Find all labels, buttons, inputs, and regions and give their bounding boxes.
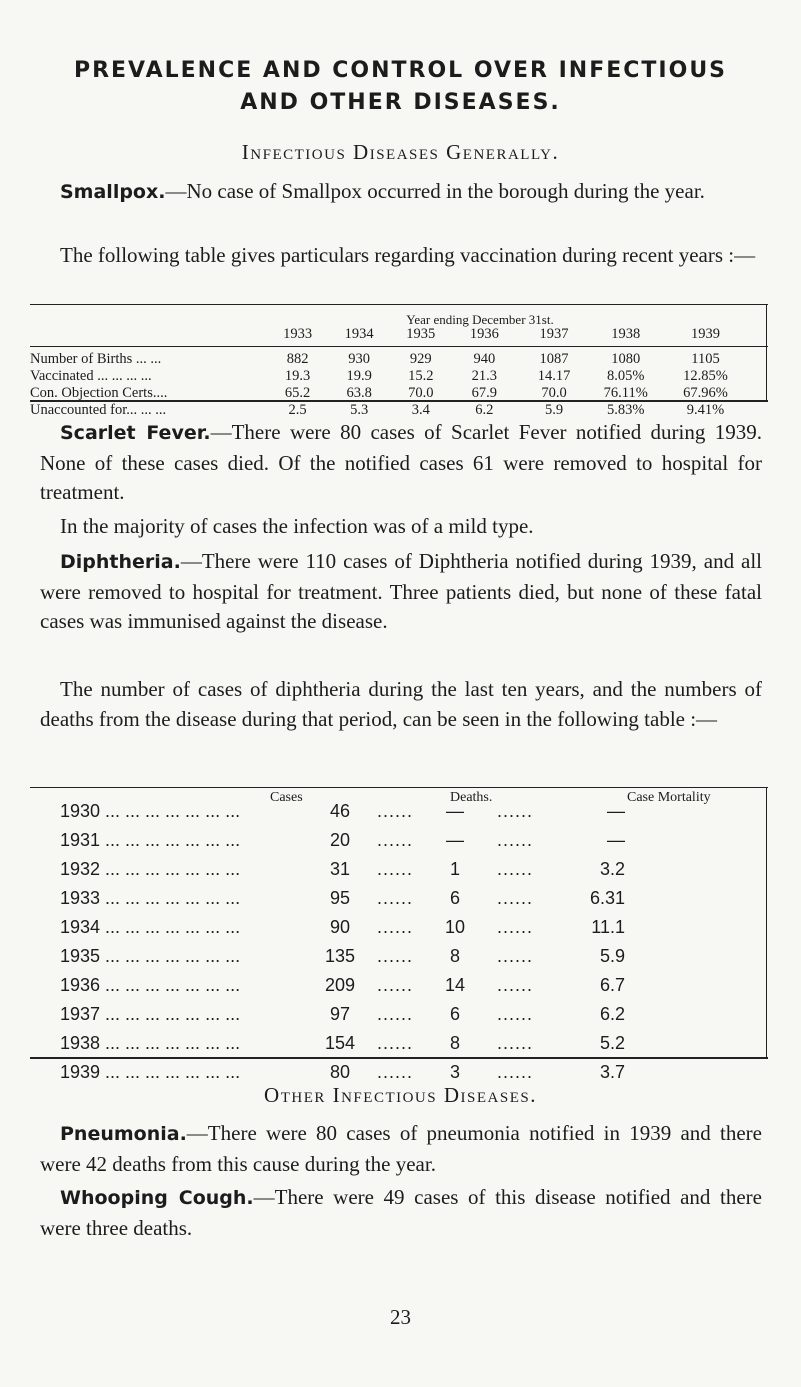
mortality-cell: 6.7	[599, 975, 625, 995]
table-row	[60, 855, 625, 884]
deaths-cell: —	[446, 801, 464, 821]
cell: 8.05%	[606, 368, 645, 384]
vaccination-table-bottom-rule	[30, 400, 768, 402]
leader-dots: ......	[376, 917, 413, 937]
leader-dots: ......	[496, 1033, 533, 1053]
year-cell: 1939 ... ... ... ... ... ... ...	[60, 1062, 241, 1082]
smallpox-paragraph	[40, 177, 762, 208]
scarlet-fever-lead: Scarlet Fever.	[60, 422, 211, 444]
table-row	[60, 1029, 625, 1058]
year-header: 1935	[406, 326, 436, 342]
whooping-cough-lead: Whooping Cough.	[60, 1187, 254, 1209]
cell: 12.85%	[683, 368, 728, 384]
cell: 5.3	[350, 402, 369, 418]
table-row	[30, 351, 750, 368]
deaths-cell: 10	[444, 917, 466, 937]
cell: 67.9	[471, 385, 498, 401]
row-label: Vaccinated ... ... ... ...	[30, 368, 152, 384]
deaths-cell: 14	[444, 975, 466, 995]
cases-cell: 95	[329, 888, 351, 908]
cases-cell: 135	[324, 946, 356, 966]
cell: 14.17	[537, 368, 571, 384]
mortality-cell: 5.9	[599, 946, 625, 966]
table-row	[60, 1000, 625, 1029]
cases-cell: 209	[324, 975, 356, 995]
year-cell: 1932 ... ... ... ... ... ... ...	[60, 859, 241, 879]
cell: 930	[348, 351, 371, 367]
leader-dots: ......	[496, 801, 533, 821]
leader-dots: ......	[376, 801, 413, 821]
year-cell: 1933 ... ... ... ... ... ... ...	[60, 888, 241, 908]
pneumonia-text: —There were 80 cases of pneumonia notified in 1939 and there were 42 deaths from this cause during the year.	[40, 1121, 762, 1176]
cell: 76.11%	[603, 385, 648, 401]
leader-dots: ......	[496, 888, 533, 908]
diphtheria-table-right-rule	[766, 787, 767, 1057]
cell: 19.3	[284, 368, 311, 384]
diphtheria-table-top-rule	[30, 787, 768, 788]
vaccination-table-top-rule	[30, 304, 768, 305]
cell: 2.5	[288, 402, 307, 418]
cell: 65.2	[284, 385, 311, 401]
vaccination-intro: The following table gives particulars regarding vaccination during recent years :—	[60, 243, 756, 267]
year-cell: 1930 ... ... ... ... ... ... ...	[60, 801, 241, 821]
year-header: 1938	[611, 326, 641, 342]
leader-dots: ......	[496, 1004, 533, 1024]
cell: 63.8	[346, 385, 372, 401]
mortality-cell: 3.2	[599, 859, 625, 879]
year-header: 1934	[344, 326, 374, 342]
table-row	[60, 797, 625, 826]
leader-dots: ......	[376, 1033, 413, 1053]
cell: 929	[409, 351, 432, 367]
table-row	[60, 913, 625, 942]
pneumonia-lead: Pneumonia.	[60, 1123, 187, 1145]
scarlet-fever-text: —There were 80 cases of Scarlet Fever notified during 1939. None of these cases died. Of the notified cases 61 were removed to hospital for treatment.	[40, 420, 763, 504]
cases-cell: 31	[329, 859, 351, 879]
year-header: 1933	[283, 326, 313, 342]
deaths-cell: 1	[449, 859, 460, 879]
section-title-infectious-generally: Infectious Diseases Generally.	[241, 140, 560, 164]
deaths-cell: 6	[449, 1004, 460, 1024]
leader-dots: ......	[496, 830, 533, 850]
cell: 19.9	[346, 368, 372, 384]
cases-header: Cases	[270, 790, 303, 805]
cell: 940	[473, 351, 496, 367]
cases-cell: 90	[329, 917, 351, 937]
cases-cell: 154	[324, 1033, 356, 1053]
diphtheria-table	[60, 797, 625, 1087]
cell: 70.0	[541, 385, 567, 401]
leader-dots: ......	[376, 946, 413, 966]
cell: 21.3	[471, 368, 498, 384]
section-title-other-diseases: Other Infectious Diseases.	[264, 1083, 537, 1107]
whooping-cough-paragraph	[40, 1183, 762, 1243]
cell: 1087	[539, 351, 569, 367]
mortality-cell: 5.2	[599, 1033, 625, 1053]
cell: 15.2	[408, 368, 434, 384]
cases-cell: 20	[329, 830, 351, 850]
vaccination-header-caption: Year ending December 31st.	[406, 312, 554, 327]
cell: 1105	[691, 351, 720, 367]
mortality-cell: —	[607, 801, 625, 821]
year-cell: 1937 ... ... ... ... ... ... ...	[60, 1004, 241, 1024]
leader-dots: ......	[376, 888, 413, 908]
vaccination-header-rule	[30, 346, 768, 347]
deaths-cell: 8	[449, 1033, 460, 1053]
year-cell: 1938 ... ... ... ... ... ... ...	[60, 1033, 241, 1053]
mortality-cell: 6.2	[599, 1004, 625, 1024]
mortality-header: Case Mortality	[627, 790, 711, 805]
row-label: Unaccounted for... ... ...	[30, 402, 167, 418]
deaths-header: Deaths.	[450, 790, 493, 805]
cell: 9.41%	[686, 402, 725, 418]
diphtheria-lead: Diphtheria.	[60, 551, 181, 573]
leader-dots: ......	[496, 946, 533, 966]
table-row	[60, 971, 625, 1000]
table-row	[60, 826, 625, 855]
deaths-cell: 3	[449, 1062, 460, 1082]
year-header: 1936	[469, 326, 499, 342]
deaths-cell: 8	[449, 946, 460, 966]
vaccination-table	[30, 351, 750, 419]
scarlet-fever-paragraph	[40, 418, 762, 508]
year-cell: 1931 ... ... ... ... ... ... ...	[60, 830, 241, 850]
year-header: 1939	[691, 326, 721, 342]
table-row	[30, 368, 750, 385]
main-title-line-2: AND OTHER DISEASES.	[240, 90, 561, 115]
whooping-cough-text: —There were 49 cases of this disease notified and there were three deaths.	[40, 1185, 762, 1240]
cell: 5.9	[544, 402, 564, 418]
cell: 5.83%	[606, 402, 645, 418]
leader-dots: ......	[496, 1062, 533, 1082]
cell: 882	[286, 351, 309, 367]
leader-dots: ......	[376, 975, 413, 995]
leader-dots: ......	[376, 830, 413, 850]
mortality-cell: 11.1	[591, 917, 625, 937]
leader-dots: ......	[496, 859, 533, 879]
page-number: 23	[390, 1305, 411, 1329]
leader-dots: ......	[496, 917, 533, 937]
year-cell: 1934 ... ... ... ... ... ... ...	[60, 917, 241, 937]
row-label: Number of Births ... ...	[30, 351, 162, 367]
smallpox-text: —No case of Smallpox occurred in the borough during the year.	[165, 179, 705, 203]
table-row	[60, 942, 625, 971]
mortality-cell: 3.7	[599, 1062, 625, 1082]
diphtheria-intro: The number of cases of diphtheria during the last ten years, and the numbers of deaths from the disease during that period, can be seen in the following table :—	[40, 677, 762, 731]
cases-cell: 46	[329, 801, 351, 821]
cases-cell: 80	[329, 1062, 351, 1082]
table-row	[60, 884, 625, 913]
pneumonia-paragraph	[40, 1119, 762, 1179]
year-cell: 1935 ... ... ... ... ... ... ...	[60, 946, 241, 966]
cell: 3.4	[411, 402, 430, 418]
smallpox-lead: Smallpox.	[60, 181, 166, 203]
leader-dots: ......	[376, 859, 413, 879]
main-title-line-1: PREVALENCE AND CONTROL OVER INFECTIOUS	[73, 58, 728, 83]
leader-dots: ......	[496, 975, 533, 995]
year-header: 1937	[539, 326, 569, 342]
cell: 6.2	[475, 402, 494, 418]
deaths-cell: —	[446, 830, 464, 850]
cell: 1080	[611, 351, 641, 367]
scarlet-fever-note: In the majority of cases the infection was of a mild type.	[60, 514, 534, 538]
row-label: Con. Objection Certs....	[30, 385, 168, 401]
cases-cell: 97	[329, 1004, 351, 1024]
diphtheria-text: —There were 110 cases of Diphtheria notified during 1939, and all were removed to hospital for treatment. Three patients died, but none of these fatal cases was immunised against the disease.	[40, 549, 762, 633]
leader-dots: ......	[376, 1004, 413, 1024]
vaccination-years-header	[30, 326, 750, 343]
mortality-cell: 6.31	[589, 888, 625, 908]
year-cell: 1936 ... ... ... ... ... ... ...	[60, 975, 241, 995]
leader-dots: ......	[376, 1062, 413, 1082]
cell: 67.96%	[683, 385, 728, 401]
diphtheria-table-bottom-rule	[30, 1057, 768, 1059]
mortality-cell: —	[607, 830, 625, 850]
vaccination-table-right-rule	[766, 304, 767, 400]
deaths-cell: 6	[449, 888, 460, 908]
diphtheria-paragraph	[40, 547, 762, 637]
table-row	[30, 402, 750, 419]
cell: 70.0	[408, 385, 434, 401]
